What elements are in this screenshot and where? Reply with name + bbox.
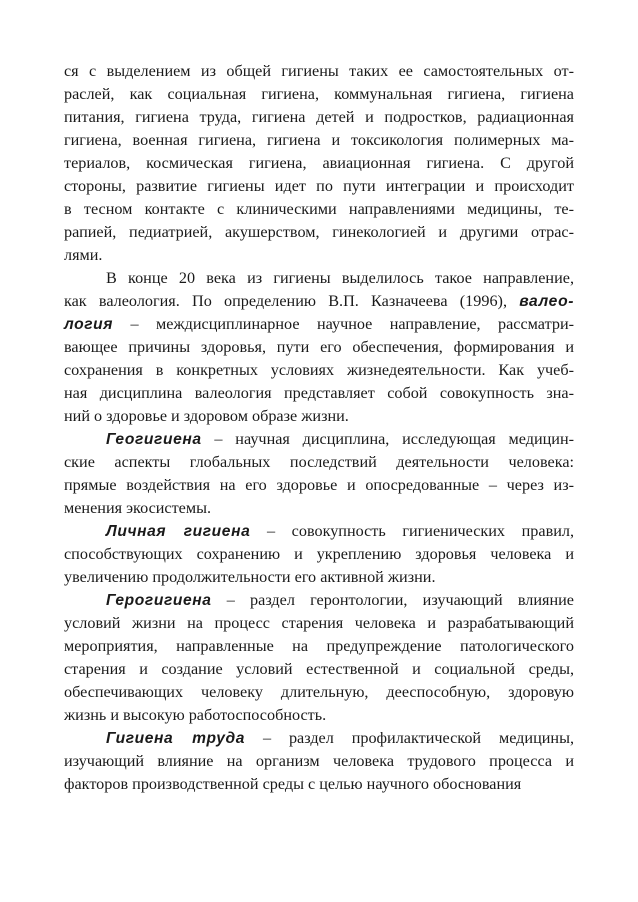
- defined-term: Личная гигиена: [106, 523, 251, 540]
- defined-term: Геогигиена: [106, 431, 202, 448]
- text-segment: менения экосистемы.: [64, 499, 212, 517]
- text-segment: В конце 20 века из гигиены выделилось такое направление,: [106, 269, 574, 287]
- text-line: [64, 152, 574, 175]
- text-line: [64, 405, 574, 428]
- text-segment: сохранения в конкретных условиях жизнедеятельности. Как учеб-: [64, 361, 574, 379]
- text-line: [64, 497, 574, 520]
- defined-term: логия: [64, 316, 114, 333]
- text-line: [64, 382, 574, 405]
- text-segment: условий жизни на процесс старения человека и разрабатывающий: [64, 614, 574, 632]
- defined-term: валео-: [519, 293, 574, 310]
- document-page: [64, 60, 574, 796]
- text-line: [64, 221, 574, 244]
- text-line: [64, 612, 574, 635]
- text-segment: – раздел профилактической медицины,: [245, 729, 574, 747]
- text-segment: ний о здоровье и здоровом образе жизни.: [64, 407, 349, 425]
- text-segment: как валеология. По определению В.П. Казначеева (1996),: [64, 292, 520, 310]
- text-segment: раслей, как социальная гигиена, коммунальная гигиена, гигиена: [64, 85, 574, 103]
- text-segment: лями.: [64, 246, 103, 264]
- text-segment: вающее причины здоровья, пути его обеспечения, формирования и: [64, 338, 574, 356]
- text-segment: – междисциплинарное научное направление, рассматри-: [113, 315, 574, 333]
- text-segment: гигиена, военная гигиена, гигиена и токсикология полимерных ма-: [64, 131, 574, 149]
- text-line: [64, 313, 574, 336]
- text-line: [64, 106, 574, 129]
- paragraph-first-line: [64, 267, 574, 290]
- text-segment: увеличению продолжительности его активной жизни.: [64, 568, 436, 586]
- text-line: [64, 635, 574, 658]
- text-segment: – совокупность гигиенических правил,: [250, 522, 574, 540]
- text-line: [64, 543, 574, 566]
- text-segment: рапией, педиатрией, акушерством, гинекологией и другими отрас-: [64, 223, 574, 241]
- text-line: [64, 129, 574, 152]
- text-segment: – раздел геронтологии, изучающий влияние: [211, 591, 574, 609]
- text-line: [64, 773, 574, 796]
- paragraph-first-line: [64, 727, 574, 750]
- text-line: [64, 175, 574, 198]
- text-line: [64, 750, 574, 773]
- text-line: [64, 681, 574, 704]
- text-line: [64, 83, 574, 106]
- defined-term: Гигиена труда: [106, 730, 246, 747]
- text-segment: изучающий влияние на организм человека трудового процесса и: [64, 752, 574, 770]
- text-line: [64, 336, 574, 359]
- paragraph-first-line: [64, 520, 574, 543]
- text-line: [64, 451, 574, 474]
- text-segment: прямые воздействия на его здоровье и опосредованные – через из-: [64, 476, 574, 494]
- text-segment: питания, гигиена труда, гигиена детей и подростков, радиационная: [64, 108, 574, 126]
- text-line: [64, 198, 574, 221]
- text-segment: ся с выделением из общей гигиены таких ее самостоятельных от-: [64, 62, 574, 80]
- text-segment: факторов производственной среды с целью научного обоснования: [64, 775, 522, 793]
- text-segment: териалов, космическая гигиена, авиационная гигиена. С другой: [64, 154, 574, 172]
- text-line: [64, 244, 574, 267]
- text-segment: старения и создание условий естественной и социальной среды,: [64, 660, 574, 678]
- paragraph-first-line: [64, 428, 574, 451]
- text-line: [64, 60, 574, 83]
- text-segment: в тесном контакте с клиническими направлениями медицины, те-: [64, 200, 574, 218]
- text-segment: ная дисциплина валеология представляет собой совокупность зна-: [64, 384, 574, 402]
- text-segment: жизнь и высокую работоспособность.: [64, 706, 327, 724]
- text-line: [64, 658, 574, 681]
- defined-term: Герогигиена: [106, 592, 212, 609]
- text-line: [64, 290, 574, 313]
- text-segment: стороны, развитие гигиены идет по пути интеграции и происходит: [64, 177, 574, 195]
- paragraph-first-line: [64, 589, 574, 612]
- text-line: [64, 474, 574, 497]
- text-segment: мероприятия, направленные на предупреждение патологического: [64, 637, 574, 655]
- text-line: [64, 704, 574, 727]
- text-segment: способствующих сохранению и укреплению здоровья человека и: [64, 545, 574, 563]
- text-line: [64, 359, 574, 382]
- text-line: [64, 566, 574, 589]
- text-segment: ские аспекты глобальных последствий деятельности человека:: [64, 453, 574, 471]
- text-segment: – научная дисциплина, исследующая медицин-: [201, 430, 574, 448]
- text-segment: обеспечивающих человеку длительную, дееспособную, здоровую: [64, 683, 574, 701]
